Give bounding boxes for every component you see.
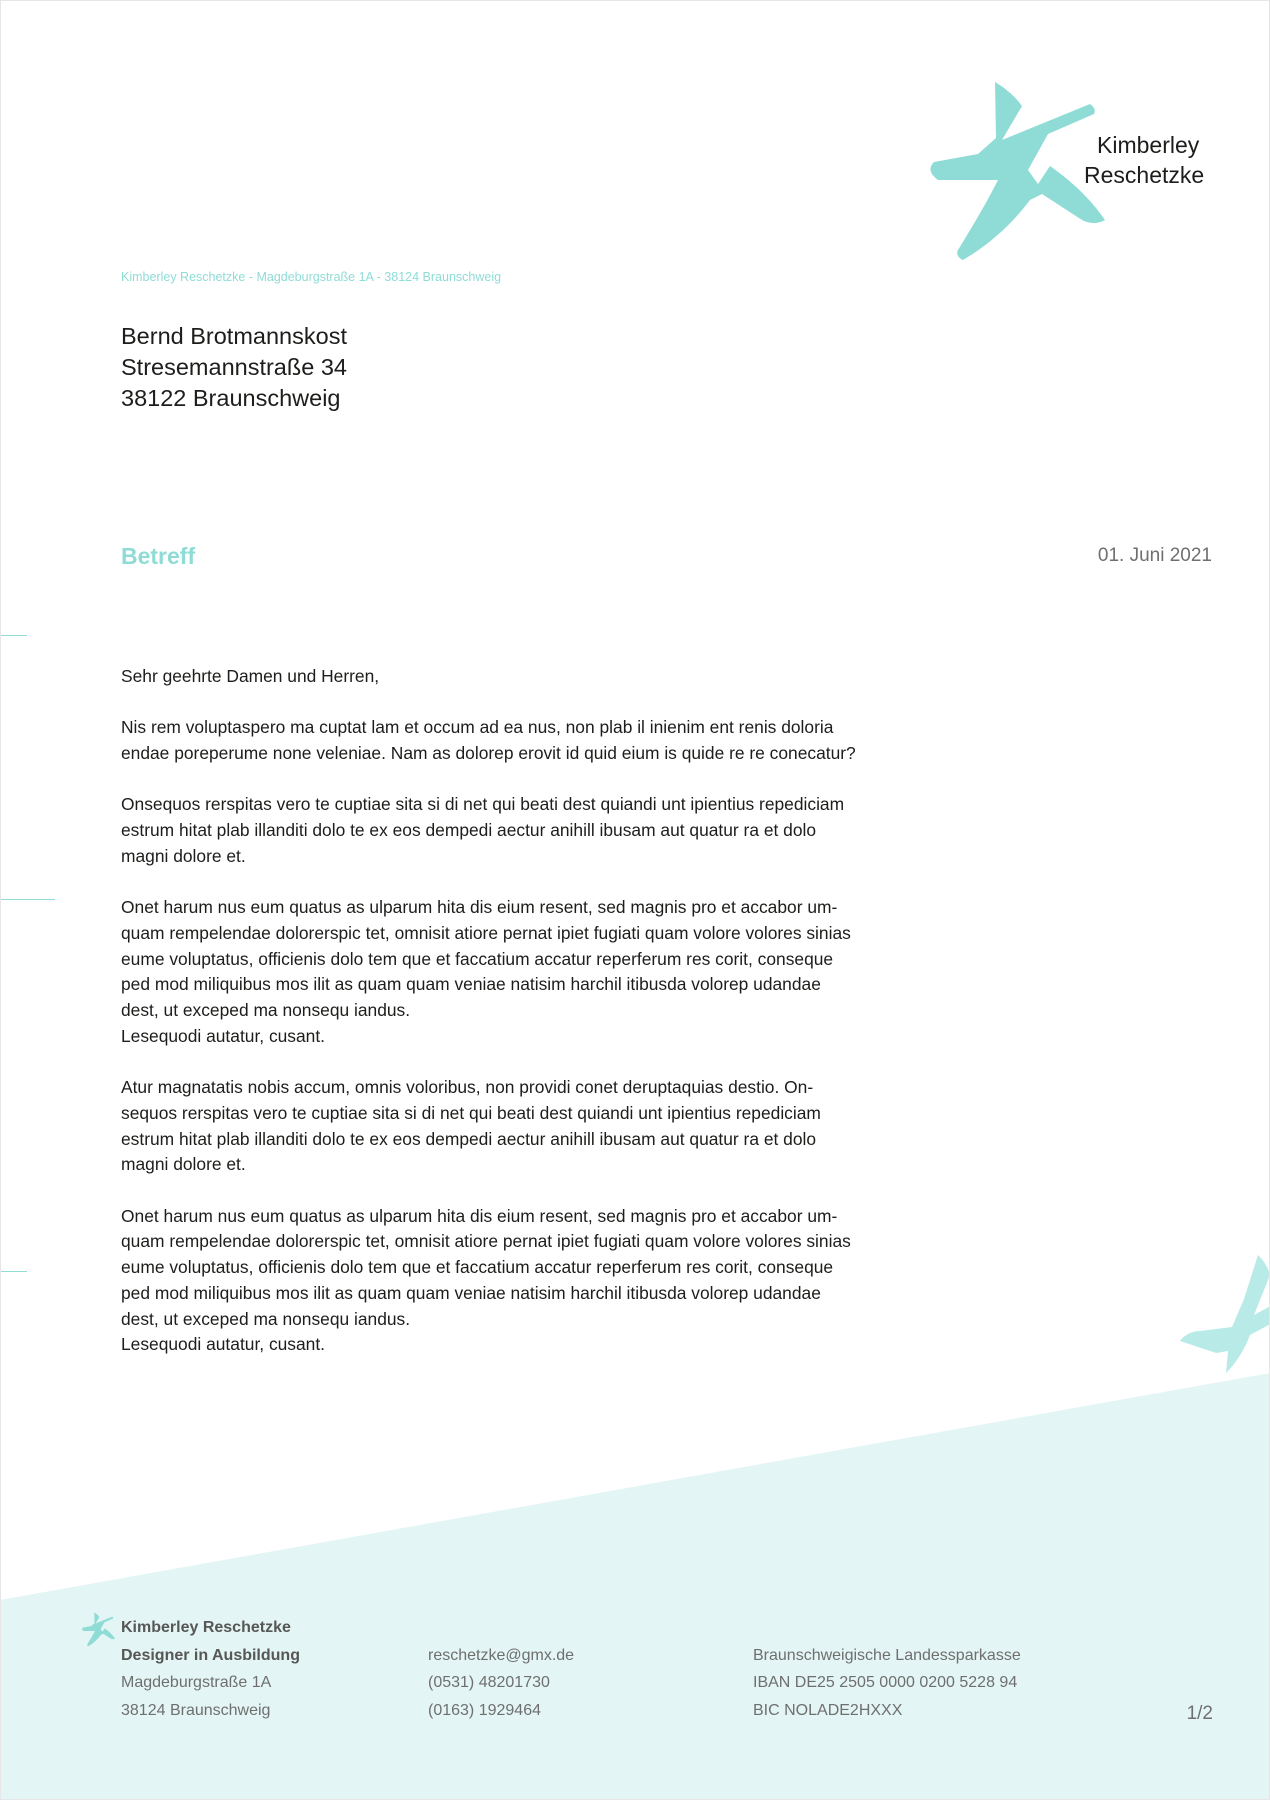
fold-mark-top bbox=[0, 635, 27, 636]
recipient-city: 38122 Braunschweig bbox=[121, 385, 341, 411]
footer-bic: BIC NOLADE2HXXX bbox=[753, 1701, 903, 1719]
logo-first-name: Kimberley bbox=[1097, 132, 1200, 158]
star-icon bbox=[82, 1612, 118, 1648]
footer-city: 38124 Braunschweig bbox=[121, 1701, 271, 1719]
subject-heading: Betreff bbox=[121, 543, 196, 569]
corner-star-icon bbox=[1180, 1255, 1270, 1375]
footer-title: Designer in Ausbildung bbox=[121, 1646, 300, 1664]
paragraph: Onet harum nus eum quatus as ulparum hita dis eium resent, sed magnis pro et accabor um- quam rempelendae dolorerspic tet, omnisit atiore pernat ipiet fugiati quam volore volores sinias eume voluptatus, officienis dolo tem que et faccatium accatur reperferum res corit, conseque ped mod miliquibus mos ilit as quam quam veniae natisim harchil itibusda volorep udandae dest, ut exceped ma nonsequ iandus. Lesequodi autatur, cusant. bbox=[121, 1205, 851, 1355]
footer-iban: IBAN DE25 2505 0000 0200 5228 94 bbox=[753, 1674, 1018, 1691]
logo-last-name: Reschetzke bbox=[1084, 162, 1205, 188]
fold-mark-bottom bbox=[0, 1271, 27, 1272]
letter-body bbox=[121, 664, 901, 1384]
paragraph: Onet harum nus eum quatus as ulparum hita dis eium resent, sed magnis pro et accabor um- quam rempelendae dolorerspic tet, omnisit atiore pernat ipiet fugiati quam volore volores sinias eume voluptatus, officienis dolo tem que et faccatium accatur reperferum res corit, conseque ped mod miliquibus mos ilit as quam quam veniae natisim harchil itibusda volorep udandae dest, ut exceped ma nonsequ iandus. Lesequodi autatur, cusant. bbox=[121, 897, 851, 1046]
paragraph: Onsequos rerspitas vero te cuptiae sita si di net qui beati dest quiandi unt ipientius repediciam estrum hitat plab illanditi dolo te ex eos dempedi aectur anihill ibusam aut quatur ra et dolo magni dolore et. bbox=[121, 794, 845, 866]
footer-bank-name: Braunschweigische Landessparkasse bbox=[753, 1646, 1021, 1664]
sender-address-line: Kimberley Reschetzke - Magdeburgstraße 1A - 38124 Braunschweig bbox=[121, 270, 502, 284]
paragraph: Atur magnatatis nobis accum, omnis voloribus, non providi conet deruptaquias destio. On- sequos rerspitas vero te cuptiae sita si di net qui beati dest quiandi unt ipientius repediciam estrum hitat plab illanditi dolo te ex eos dempedi aectur anihill ibusam aut quatur ra et dolo magni dolore et. bbox=[121, 1077, 821, 1175]
paragraph: Nis rem voluptaspero ma cuptat lam et occum ad ea nus, non plab il inienim ent renis doloria endae poreperume none veleniae. Nam as dolorep erovit id quid eium is quide re re conecatur? bbox=[121, 717, 856, 764]
letter-footer bbox=[0, 1600, 1270, 1800]
recipient-address bbox=[121, 321, 347, 414]
letter-date: 01. Juni 2021 bbox=[1097, 545, 1212, 566]
footer-email: reschetzke@gmx.de bbox=[428, 1646, 575, 1664]
recipient-name: Bernd Brotmannskost bbox=[121, 323, 347, 349]
footer-street: Magdeburgstraße 1A bbox=[121, 1674, 272, 1691]
footer-bank bbox=[753, 1642, 1021, 1725]
recipient-street: Stresemannstraße 34 bbox=[121, 354, 347, 380]
punch-mark bbox=[0, 899, 55, 900]
page-number: 1/2 bbox=[1186, 1703, 1213, 1724]
footer-name: Kimberley Reschetzke bbox=[121, 1619, 291, 1636]
footer-communication bbox=[428, 1642, 574, 1725]
brand-logo bbox=[930, 82, 1240, 267]
footer-mobile: (0163) 1929464 bbox=[428, 1701, 541, 1719]
footer-phone: (0531) 48201730 bbox=[428, 1674, 550, 1691]
footer-contact bbox=[121, 1614, 300, 1724]
salutation: Sehr geehrte Damen und Herren, bbox=[121, 666, 380, 686]
